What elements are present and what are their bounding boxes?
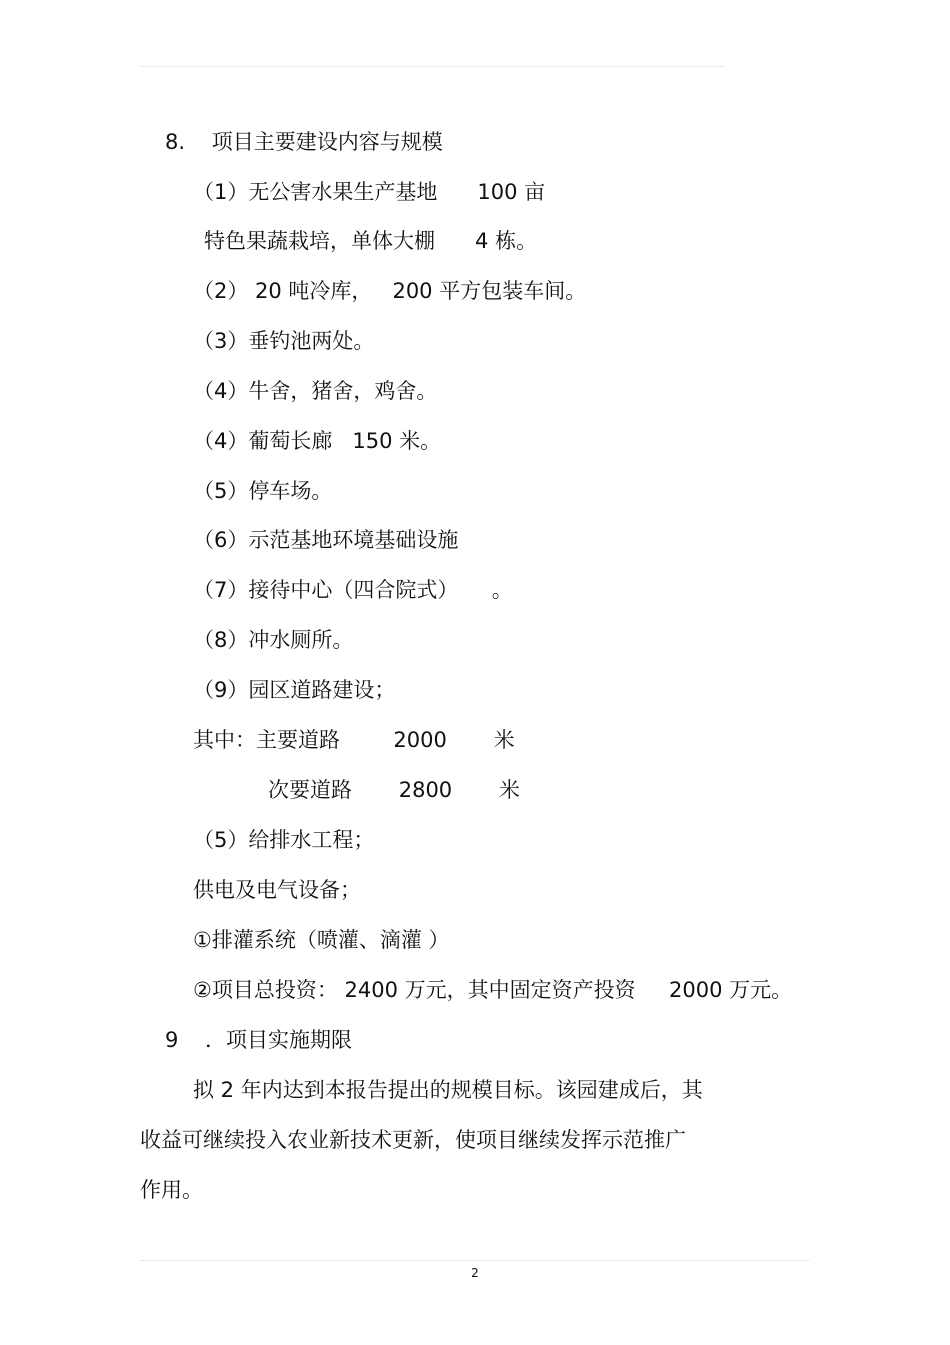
- paragraph-line: 收益可继续投入农业新技术更新，使项目继续发挥示范推广: [140, 1128, 686, 1152]
- text-line: ②项目总投资： 2400 万元，其中固定资产投资 2000 万元。: [193, 978, 793, 1002]
- text-line: （7）接待中心（四合院式） 。: [193, 578, 513, 602]
- text-line: （5）停车场。: [193, 479, 333, 503]
- text-line: （8）冲水厕所。: [193, 628, 354, 652]
- text-line: （6）示范基地环境基础设施: [193, 528, 459, 552]
- section-heading: 9 ．项目实施期限: [165, 1028, 353, 1052]
- text-line: （1）无公害水果生产基地 100 亩: [193, 180, 546, 204]
- text-line: （9）园区道路建设；: [193, 678, 396, 702]
- text-line: （5）给排水工程；: [193, 828, 375, 852]
- text-line: 供电及电气设备；: [193, 878, 361, 902]
- footer-rule: [140, 1260, 810, 1261]
- text-line: 其中：主要道路 2000 米: [193, 728, 515, 752]
- text-line: （4）牛舍，猪舍，鸡舍。: [193, 379, 438, 403]
- paragraph-line: 作用。: [140, 1178, 203, 1202]
- text-line: （2） 20 吨冷库， 200 平方包装车间。: [193, 279, 587, 303]
- header-rule: [140, 66, 725, 67]
- text-line: 次要道路 2800 米: [268, 778, 520, 802]
- section-heading: 8. 项目主要建设内容与规模: [165, 130, 443, 154]
- text-line: ①排灌系统（喷灌、滴灌 ）: [193, 928, 450, 952]
- page-number: 2: [471, 1266, 479, 1280]
- text-line: （3）垂钓池两处。: [193, 329, 375, 353]
- text-line: 特色果蔬栽培，单体大棚 4 栋。: [204, 229, 538, 253]
- paragraph-line: 拟 2 年内达到本报告提出的规模目标。该园建成后，其: [193, 1078, 703, 1102]
- text-line: （4）葡萄长廊 150 米。: [193, 429, 442, 453]
